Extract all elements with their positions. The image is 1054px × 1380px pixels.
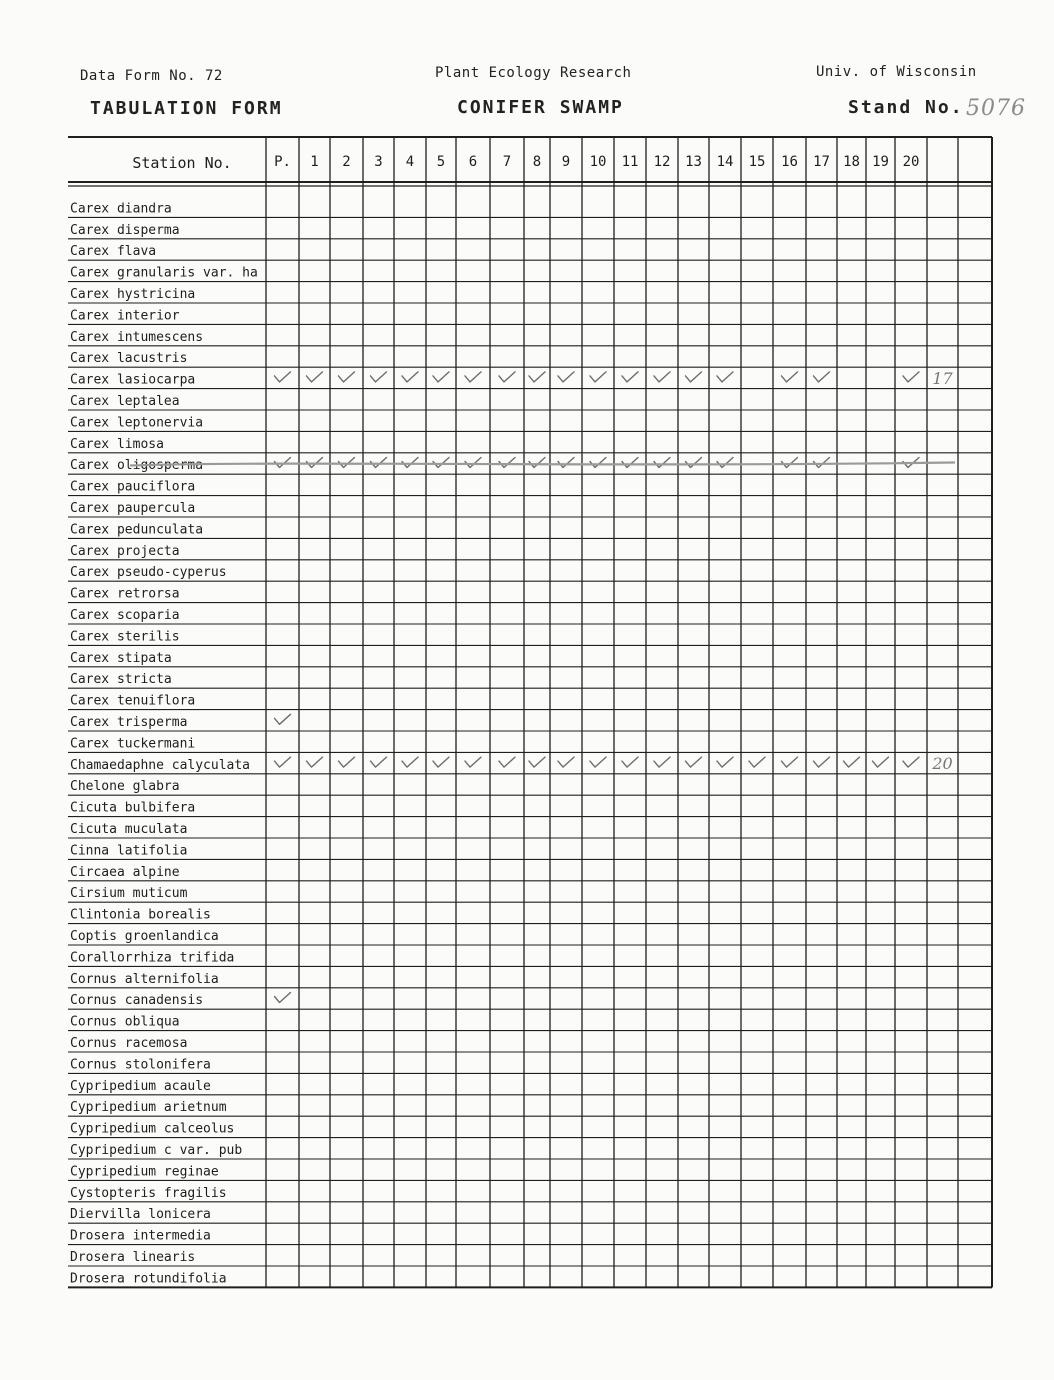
species-label: Cicuta muculata	[70, 822, 188, 837]
species-label: Cornus racemosa	[70, 1036, 188, 1051]
check-mark	[307, 372, 323, 382]
species-label: Carex lasiocarpa	[70, 372, 196, 388]
check-mark	[339, 372, 355, 382]
species-label: Carex granularis var. ha	[70, 265, 258, 281]
column-header: 16	[781, 154, 798, 170]
species-label: Drosera linearis	[70, 1250, 196, 1265]
form-title: TABULATION FORM	[90, 98, 283, 119]
check-mark	[275, 993, 291, 1003]
column-header: 15	[748, 154, 766, 170]
species-label: Coptis groenlandica	[70, 929, 219, 944]
column-header: 5	[436, 154, 446, 170]
check-mark	[686, 372, 702, 382]
species-label: Carex trisperma	[70, 715, 188, 730]
column-header: 4	[405, 154, 415, 170]
column-header: 14	[716, 154, 734, 170]
check-mark	[622, 757, 638, 767]
university: Univ. of Wisconsin	[816, 64, 977, 80]
column-header: 10	[589, 154, 607, 170]
check-mark	[654, 372, 670, 382]
check-mark	[371, 757, 387, 767]
check-mark	[339, 757, 355, 767]
species-label: Carex stricta	[70, 672, 172, 688]
species-label: Carex limosa	[70, 436, 164, 452]
species-label: Carex oligosperma	[70, 458, 204, 474]
check-mark	[307, 458, 323, 468]
column-header: 17	[813, 154, 830, 170]
check-mark	[339, 458, 355, 468]
column-header: 3	[374, 154, 383, 170]
column-header: 12	[653, 154, 671, 170]
column-header: 18	[843, 154, 860, 170]
check-mark	[275, 757, 291, 767]
station-header: Station No.	[132, 154, 232, 172]
check-mark	[529, 757, 545, 767]
row-total: 20	[932, 754, 953, 774]
species-label: Drosera intermedia	[70, 1228, 211, 1244]
column-header: 11	[621, 154, 639, 170]
check-mark	[903, 372, 919, 382]
species-label: Cornus alternifolia	[70, 971, 219, 987]
species-label: Circaea alpine	[70, 864, 180, 880]
species-label: Carex disperma	[70, 222, 180, 238]
column-header: 2	[342, 154, 351, 170]
species-label: Chamaedaphne calyculata	[70, 757, 251, 773]
species-label: Drosera rotundifolia	[70, 1271, 227, 1287]
check-mark	[590, 757, 606, 767]
column-header: 20	[902, 154, 920, 170]
check-mark	[465, 372, 481, 382]
species-label: Cornus stolonifera	[70, 1057, 211, 1073]
check-mark	[844, 757, 860, 767]
check-mark	[465, 757, 481, 767]
species-label: Carex hystricina	[70, 287, 196, 302]
species-label: Corallorrhiza trifida	[70, 950, 235, 966]
check-mark	[717, 757, 733, 767]
check-mark	[590, 372, 606, 382]
column-header: 19	[872, 154, 889, 170]
check-mark	[558, 757, 574, 767]
check-mark	[814, 458, 830, 468]
species-label: Cicuta bulbifera	[70, 800, 196, 816]
species-label: Cinna latifolia	[70, 843, 188, 859]
check-mark	[402, 458, 418, 468]
species-label: Carex leptalea	[70, 394, 180, 409]
check-mark	[814, 757, 830, 767]
species-label: Cypripedium calceolus	[70, 1121, 235, 1137]
species-label: Carex retrorsa	[70, 586, 180, 602]
species-label: Clintonia borealis	[70, 907, 211, 923]
check-mark	[433, 372, 449, 382]
column-header: 1	[310, 154, 319, 170]
check-mark	[622, 372, 638, 382]
form-number: Data Form No. 72	[80, 68, 223, 84]
species-label: Cypripedium arietnum	[70, 1100, 227, 1116]
column-header: 6	[468, 154, 478, 170]
species-label: Cirsium muticum	[70, 886, 188, 902]
check-mark	[402, 372, 418, 382]
check-mark	[782, 458, 798, 468]
check-mark	[814, 372, 830, 382]
check-mark	[622, 458, 638, 468]
species-label: Carex pauciflora	[70, 479, 196, 495]
check-mark	[433, 458, 449, 468]
strike-through-line	[130, 463, 955, 466]
check-mark	[873, 757, 889, 767]
check-mark	[529, 458, 545, 468]
stand-label: Stand No.	[848, 97, 964, 118]
check-mark	[529, 372, 545, 382]
species-label: Carex sterilis	[70, 629, 180, 645]
check-mark	[465, 458, 481, 468]
species-label: Carex intumescens	[70, 329, 204, 345]
species-label: Carex flava	[70, 244, 157, 260]
species-label: Carex lacustris	[70, 351, 188, 367]
species-label: Cystopteris fragilis	[70, 1185, 227, 1201]
check-mark	[275, 372, 291, 382]
check-mark	[782, 757, 798, 767]
species-label: Carex tenuiflora	[70, 693, 196, 709]
species-label: Cornus canadensis	[70, 993, 204, 1009]
check-mark	[686, 458, 702, 468]
species-label: Carex diandra	[70, 201, 172, 217]
form-subject: CONIFER SWAMP	[457, 97, 624, 118]
column-header: 8	[532, 154, 542, 170]
column-header: P.	[274, 154, 291, 170]
column-header: 9	[561, 154, 571, 170]
check-mark	[402, 757, 418, 767]
species-label: Carex pseudo-cyperus	[70, 565, 227, 581]
column-header: 13	[685, 154, 702, 170]
check-mark	[749, 757, 765, 767]
species-label: Carex projecta	[70, 543, 180, 559]
species-label: Carex scoparia	[70, 608, 180, 623]
check-mark	[275, 458, 291, 468]
row-total: 17	[932, 368, 953, 388]
check-mark	[717, 458, 733, 468]
species-label: Cypripedium c var. pub	[70, 1143, 243, 1158]
species-label: Chelone glabra	[70, 779, 180, 795]
check-mark	[433, 757, 449, 767]
species-label: Carex paupercula	[70, 501, 196, 516]
species-label: Carex interior	[70, 308, 180, 324]
check-mark	[275, 714, 291, 724]
check-mark	[903, 757, 919, 767]
check-mark	[686, 757, 702, 767]
species-label: Cypripedium reginae	[70, 1164, 219, 1180]
check-mark	[558, 372, 574, 382]
check-mark	[590, 458, 606, 468]
check-mark	[499, 458, 515, 468]
check-mark	[499, 757, 515, 767]
check-mark	[307, 757, 323, 767]
check-mark	[654, 458, 670, 468]
species-label: Cypripedium acaule	[70, 1078, 211, 1094]
column-header: 7	[502, 154, 512, 170]
species-label: Diervilla lonicera	[70, 1207, 211, 1223]
research-title: Plant Ecology Research	[435, 65, 632, 81]
check-mark	[371, 372, 387, 382]
species-label: Carex stipata	[70, 650, 172, 666]
check-mark	[782, 372, 798, 382]
check-mark	[654, 757, 670, 767]
check-mark	[558, 458, 574, 468]
check-mark	[499, 372, 515, 382]
check-mark	[717, 372, 733, 382]
species-label: Cornus obliqua	[70, 1014, 180, 1030]
stand-number: 5076	[966, 96, 1026, 121]
species-label: Carex pedunculata	[70, 522, 204, 538]
species-label: Carex tuckermani	[70, 736, 196, 752]
species-label: Carex leptonervia	[70, 415, 204, 431]
check-mark	[371, 458, 387, 468]
